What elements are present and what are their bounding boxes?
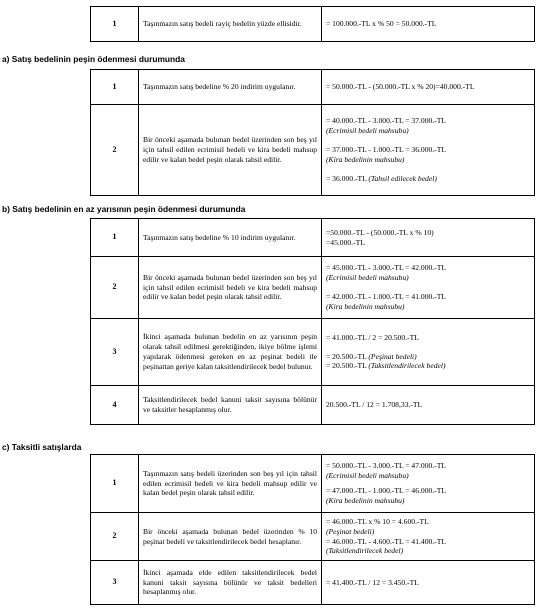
row-calculation: = 100.000.-TL x % 50 = 50.000.-TL (322, 7, 535, 42)
calc-note: (Ecrimisil bedeli mahsubu) (326, 126, 409, 136)
calc-line: 20.500.-TL / 12 = 1.708,33.-TL (326, 400, 423, 410)
row-number: 1 (91, 70, 139, 105)
section-b-table (90, 218, 535, 425)
table-row (91, 7, 535, 42)
section-a-table (90, 69, 535, 196)
row-description: Bir önceki aşamada bulunan bedel üzerinden % 10 peşinat bedeli ve taksitlendirilecek bedel hesaplanır. (139, 513, 322, 561)
calc-line: = 50.000.-TL - (50.000.-TL x % 20)=40.000.-TL (326, 82, 475, 92)
row-calculation (322, 513, 535, 561)
row-description: Taşınmazın satış bedeline % 20 indirim uygulanır. (139, 70, 322, 105)
calc-note: (Taksitlendirilecek bedel) (326, 546, 404, 556)
calc-note: (Tahsil edilecek bedel) (368, 173, 437, 183)
row-description: İkinci aşamada elde edilen taksitlendirilecek bedel kanuni taksit sayısına bölünür ve taksit bedelleri hesaplanmış olur. (139, 561, 322, 605)
calc-note: (Peşinat bedeli) (326, 526, 375, 536)
row-calculation (322, 561, 535, 605)
calc-line: = 20.500.-TL (Peşinat bedeli) (326, 351, 417, 361)
table-row (91, 105, 535, 196)
section-title: Satış bedelinin peşin ödenmesi durumunda (11, 54, 185, 64)
calc-note: (Peşinat bedeli) (368, 351, 417, 361)
row-number: 1 (91, 455, 139, 513)
row-calculation (322, 105, 535, 196)
row-description: Bir önceki aşamada bulunan bedel üzerinden son beş yıl için tahsil edilen ecrimisil bedeli ve kira bedeli mahsup edilir ve kalan bedel peşin olarak tahsil edilir. (139, 257, 322, 319)
row-calculation (322, 70, 535, 105)
row-number: 3 (91, 319, 139, 386)
row-description: Bir önceki aşamada bulunan bedel üzerinden son beş yıl için tahsil edilen ecrimisil bedeli ve kira bedeli mahsup edilir ve kalan bedel peşin olarak tahsil edilir. (139, 105, 322, 196)
row-number: 1 (91, 7, 139, 42)
row-number: 4 (91, 386, 139, 425)
calc-line: = 37.000.-TL - 1.000.-TL = 36.000.-TL (326, 145, 446, 155)
row-calculation (322, 219, 535, 257)
calc-line: = 45.000.-TL - 3.000.-TL = 42.000.-TL (326, 263, 446, 273)
row-number: 2 (91, 105, 139, 196)
table-row (91, 70, 535, 105)
table-row (91, 219, 535, 257)
calc-line: = 40.000.-TL - 3.000.-TL = 37.000.-TL (326, 116, 446, 126)
section-title: Satış bedelinin en az yarısının peşin ödenmesi durumunda (12, 204, 246, 214)
row-calculation (322, 257, 535, 319)
table-row (91, 561, 535, 605)
calc-note: (Kira bedelinin mahsubu) (326, 301, 405, 311)
calc-line: = 50.000.-TL - 3.000.-TL = 47.000.-TL (326, 461, 446, 471)
section-prefix: a) (2, 54, 10, 64)
calc-note: (Ecrimisil bedeli mahsubu) (326, 273, 409, 283)
calc-note: (Kira bedelinin mahsubu) (326, 154, 405, 164)
calc-line: =50.000.-TL - (50.000.-TL x % 10) (326, 227, 434, 237)
row-description: Taşınmazın satış bedeline % 10 indirim uygulanır. (139, 219, 322, 257)
row-number: 2 (91, 257, 139, 319)
calc-line: = 20.500.-TL (Taksitlendirilecek bedel) (326, 361, 446, 371)
table-row (91, 455, 535, 513)
section-c-heading (2, 442, 81, 452)
row-number: 3 (91, 561, 139, 605)
table-row (91, 386, 535, 425)
section-b-heading (2, 204, 245, 214)
calc-line: = 41.400.-TL / 12 = 3.450.-TL (326, 577, 419, 587)
calc-line: = 36.000.-TL (Tahsil edilecek bedel) (326, 173, 437, 183)
calc-line: = 41.000.-TL / 2 = 20.500.-TL (326, 332, 419, 342)
section-prefix: b) (2, 204, 10, 214)
row-description: Taksitlendirilecek bedel kanuni taksit sayısına bölünür ve taksitler hesaplanmış olur. (139, 386, 322, 425)
table-row (91, 319, 535, 386)
calc-line: = 46.000.-TL x % 10 = 4.600.-TL (326, 516, 429, 526)
calc-note: (Kira bedelinin mahsubu) (326, 495, 405, 505)
table-row (91, 513, 535, 561)
row-number: 1 (91, 219, 139, 257)
row-calculation (322, 455, 535, 513)
calc-line: = 42.000.-TL - 1.000.-TL = 41.000.-TL (326, 292, 446, 301)
row-number: 2 (91, 513, 139, 561)
calc-note: (Ecrimisil bedeli mahsubu) (326, 471, 409, 481)
section-a-heading (2, 54, 185, 64)
top-table (90, 6, 535, 42)
section-title: Taksitli satışlarda (11, 442, 82, 452)
table-row (91, 257, 535, 319)
calc-line: =45.000.-TL (326, 237, 365, 247)
calc-note: (Taksitlendirilecek bedel) (368, 361, 446, 371)
row-calculation (322, 319, 535, 386)
calc-line: = 47.000.-TL - 1.000.-TL = 46.000.-TL (326, 486, 446, 495)
section-c-table (90, 454, 535, 605)
row-calculation (322, 386, 535, 425)
row-description: Taşınmazın satış bedeli rayiç bedelin yüzde ellisidir. (139, 7, 322, 42)
row-description: Taşınmazın satış bedeli üzerinden son beş yıl için tahsil edilen ecrimisil bedeli ve kira bedeli mahsup edilir ve kalan bedel peşin olarak tahsil edilir. (139, 455, 322, 513)
row-description: İkinci aşamada bulunan bedelin en az yarısının peşin olarak tahsil edilmesi gerektiğinden, ikiye bölme işlemi yapılarak ödenmesi gereken en az peşinat bedeli ile peşinattan geriye kalan taksitlendirilecek bedel bulunur. (139, 319, 322, 386)
calc-line: = 46.000.-TL - 4.600.-TL = 41.400.-TL (326, 536, 446, 546)
section-prefix: c) (2, 442, 10, 452)
